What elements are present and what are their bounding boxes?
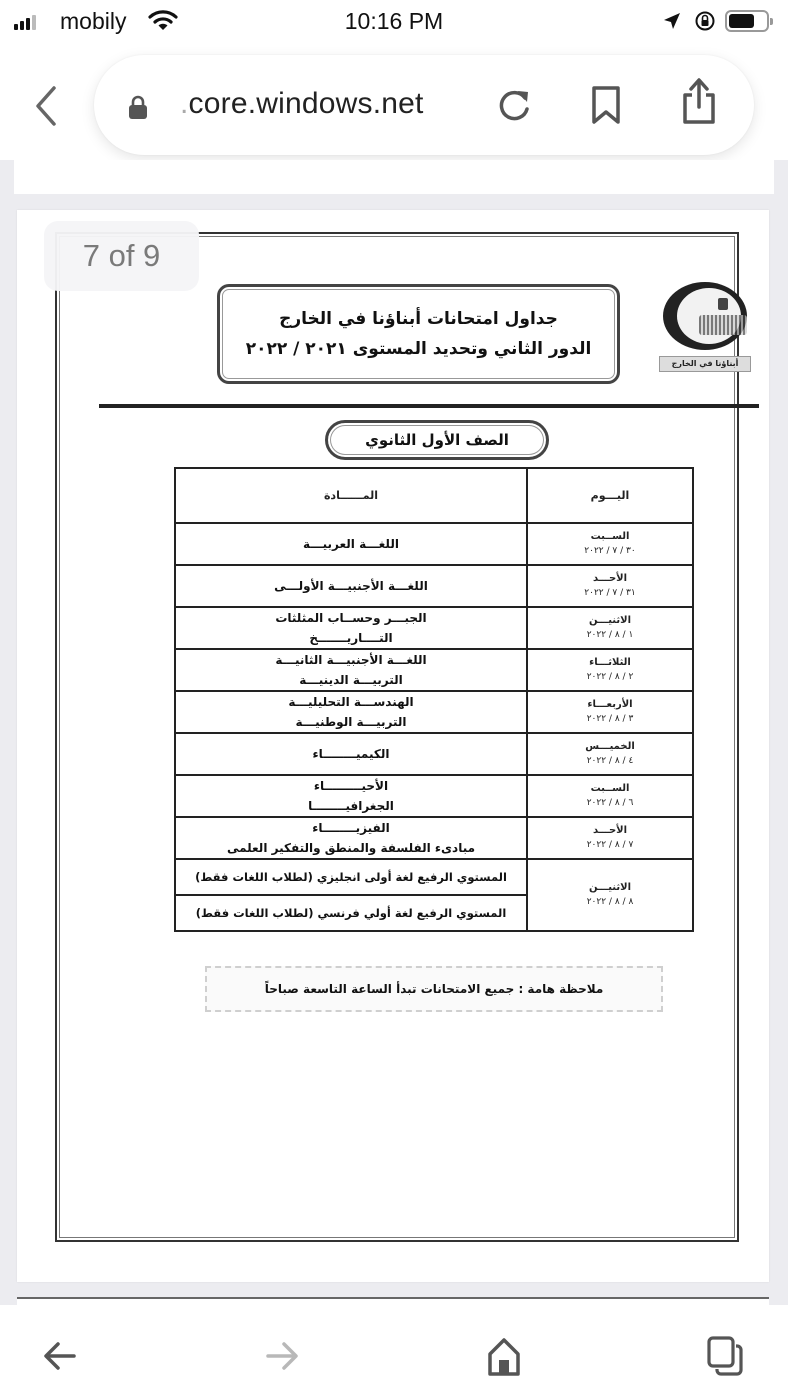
subject-cell (175, 649, 527, 691)
day-name: الاثنيـــن (588, 882, 632, 893)
logo-band: أبناؤنا في الخارج (659, 356, 751, 372)
subject: الهندســـة التحليليـــة (288, 695, 414, 709)
subject: المستوي الرفيع لغة أولي فرنسي (لطلاب اللغات فقط) (195, 906, 507, 920)
subject-cell (175, 523, 527, 565)
day-cell (527, 817, 693, 859)
back-arrow-icon[interactable] (40, 1336, 80, 1376)
subject-cell (175, 733, 527, 775)
home-icon[interactable] (484, 1336, 524, 1376)
day-name: الأحـــد (592, 825, 628, 836)
day-cell (527, 607, 693, 649)
subject-cell (175, 607, 527, 649)
exam-schedule-table (174, 467, 694, 932)
url-faded-prefix: . (180, 87, 189, 120)
clock: 10:16 PM (344, 8, 444, 34)
day-date: ٨ / ٨ / ٢٠٢٢ (586, 897, 634, 907)
day-date: ٦ / ٨ / ٢٠٢٢ (586, 798, 634, 808)
table-row (175, 817, 693, 859)
table-header-row (175, 468, 693, 523)
table-row (175, 733, 693, 775)
reload-icon[interactable] (494, 85, 534, 125)
day-name: الثلاثـــاء (589, 657, 631, 668)
ministry-logo (659, 282, 751, 378)
logo-calligraphy (699, 315, 747, 335)
subject: الجبـــر وحســاب المثلثات (275, 611, 427, 625)
rotation-lock-icon (694, 10, 716, 32)
document-page (17, 210, 769, 1282)
day-cell (527, 523, 693, 565)
day-cell (527, 775, 693, 817)
pdf-viewer[interactable] (0, 160, 788, 1305)
subject-cell (175, 565, 527, 607)
title-box (217, 284, 620, 384)
status-bar (0, 0, 788, 44)
document-title: جداول امتحانات أبناؤنا في الخارج (279, 309, 558, 329)
subject: الأحيـــــــــاء (313, 779, 389, 793)
day-date: ٤ / ٨ / ٢٠٢٢ (586, 756, 634, 766)
day-cell (527, 649, 693, 691)
day-name: الخميـــس (585, 741, 635, 752)
day-date: ٢ / ٨ / ٢٠٢٢ (586, 672, 634, 682)
table-row (175, 565, 693, 607)
carrier-name: mobily (60, 8, 127, 34)
day-date: ٣١ / ٧ / ٢٠٢٢ (584, 588, 636, 598)
header-divider (99, 404, 759, 408)
day-cell (527, 733, 693, 775)
address-bar[interactable] (94, 55, 754, 155)
back-chevron-icon[interactable] (28, 84, 64, 128)
day-name: الســبت (590, 531, 630, 542)
day-cell (527, 565, 693, 607)
day-cell (527, 859, 693, 931)
subject: الجغرافيــــــــا (308, 799, 394, 813)
subject: اللغـــة الأجنبيـــة الثانيـــة (275, 653, 427, 667)
next-page-edge (17, 1297, 769, 1305)
logo-oval (663, 282, 747, 350)
subject-cell (175, 895, 527, 931)
subject: التربيـــة الدينيـــة (299, 673, 403, 687)
day-date: ٣ / ٨ / ٢٠٢٢ (586, 714, 634, 724)
previous-page-edge (14, 160, 774, 194)
day-name: الأربعـــاء (587, 699, 633, 710)
subject-cell (175, 691, 527, 733)
day-name: الاثنيـــن (588, 615, 632, 626)
day-date: ٣٠ / ٧ / ٢٠٢٢ (584, 546, 636, 556)
table-row (175, 607, 693, 649)
day-cell (527, 691, 693, 733)
day-name: الأحـــد (592, 573, 628, 584)
important-note: ملاحظة هامة : جميع الامتحانات تبدأ الساعة التاسعة صباحاً (205, 966, 663, 1012)
table-row (175, 691, 693, 733)
subject: اللغـــة الأجنبيـــة الأولـــى (274, 579, 428, 593)
header-day: اليـــوم (527, 468, 693, 523)
table-row (175, 523, 693, 565)
battery-icon (725, 10, 769, 32)
share-icon[interactable] (680, 77, 718, 125)
table-row (175, 649, 693, 691)
lock-icon (128, 95, 148, 119)
day-date: ١ / ٨ / ٢٠٢٢ (586, 630, 634, 640)
grade-label: الصف الأول الثانوي (325, 420, 549, 460)
day-date: ٧ / ٨ / ٢٠٢٢ (586, 840, 634, 850)
subject: المستوي الرفيع لغة أولى انجليزي (لطلاب اللغات فقط) (195, 870, 507, 884)
subject-cell (175, 859, 527, 895)
subject: التــــاريـــــــخ (309, 631, 393, 645)
table-row (175, 859, 693, 895)
table-row (175, 775, 693, 817)
header-subject: المــــــادة (175, 468, 527, 523)
forward-arrow-icon[interactable] (262, 1336, 302, 1376)
subject-cell (175, 775, 527, 817)
page-counter: 7 of 9 (44, 221, 199, 291)
subject: اللغـــة العربيـــة (303, 537, 399, 551)
url-domain: core.windows.net (188, 87, 424, 120)
subject: التربيـــة الوطنيـــة (295, 715, 407, 729)
bookmark-icon[interactable] (590, 85, 622, 125)
location-icon (662, 11, 682, 31)
subject-cell (175, 817, 527, 859)
document-subtitle: الدور الثاني وتحديد المستوى ٢٠٢١ / ٢٠٢٢ (245, 339, 592, 359)
url-text[interactable] (180, 87, 424, 121)
tabs-icon[interactable] (706, 1336, 746, 1376)
day-name: الســبت (590, 783, 630, 794)
eagle-emblem-icon (718, 298, 728, 310)
subject: الفيزيــــــــاء (312, 821, 390, 835)
subject: الكيميــــــــاء (312, 747, 390, 761)
page-border-frame (55, 232, 739, 1242)
subject: مبادىء الفلسفة والمنطق والتفكير العلمى (226, 841, 476, 855)
bottom-toolbar (0, 1310, 788, 1400)
